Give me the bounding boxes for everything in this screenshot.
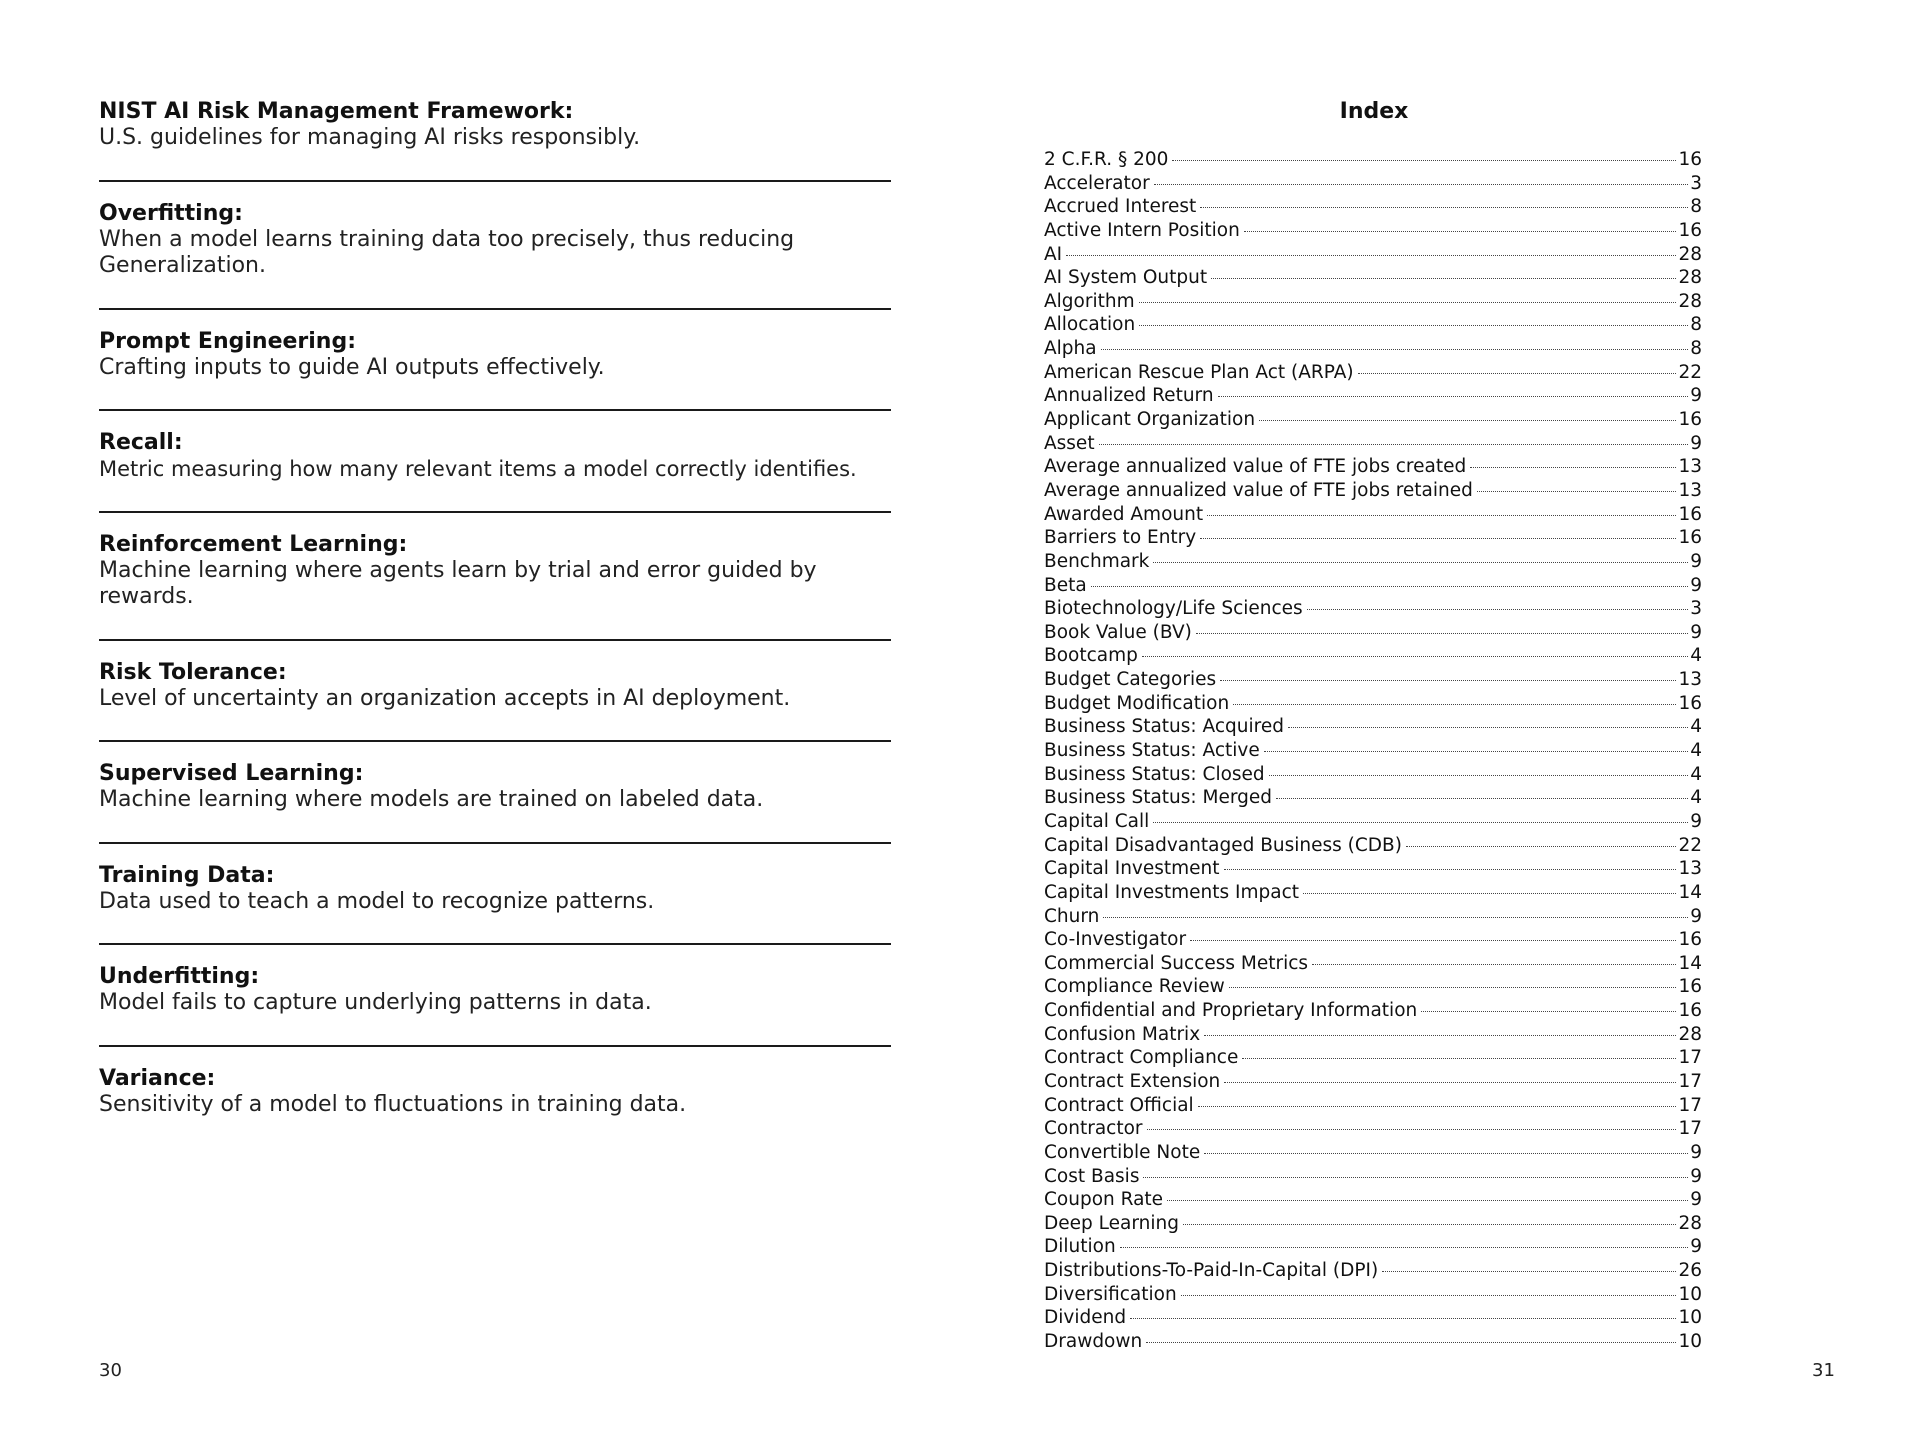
dot-leader [1242,1058,1676,1059]
index-entry-term: Benchmark [1044,550,1150,572]
glossary-term [99,641,891,743]
index-entry-term: Business Status: Merged [1044,787,1273,809]
index-entry-page: 17 [1678,1118,1702,1140]
dot-leader [1139,302,1677,303]
index-entry-term: Budget Categories [1044,669,1217,691]
index-entry-term: 2 C.F.R. § 200 [1044,149,1169,170]
dot-leader [1146,1342,1676,1343]
index-entry [1044,172,1702,196]
dot-leader [1099,444,1689,445]
index-entry-page: 14 [1678,952,1702,974]
index-entry-term: Capital Investment [1044,858,1220,880]
index-entry-term: AI System Output [1044,267,1208,289]
index-entry-page: 9 [1690,432,1702,454]
index-entry-term: Capital Disadvantaged Business (CDB) [1044,834,1402,856]
index-entry [1044,644,1702,668]
index-entry-page: 16 [1678,976,1702,998]
index-entry-page: 3 [1690,598,1702,620]
index-entry-term: Distributions-To-Paid-In-Capital (DPI) [1044,1260,1379,1282]
dot-leader [1358,373,1677,374]
glossary-term [99,844,891,946]
index-entry-page: 16 [1678,219,1702,241]
dot-leader [1103,917,1688,918]
index-entry-term: Commercial Success Metrics [1044,952,1309,974]
index-entry [1044,313,1702,337]
index-entry-term: Business Status: Acquired [1044,716,1284,738]
index-entry-page: 16 [1678,527,1702,549]
glossary-term-definition: Model fails to capture underlying patterns in data. [99,990,652,1015]
index-entry-page: 4 [1690,740,1702,762]
index-entry [1044,195,1702,219]
index-entry [1044,361,1702,385]
index-entry [1044,834,1702,858]
index-entry-term: Awarded Amount [1044,503,1204,525]
dot-leader [1220,680,1676,681]
index-entry-page: 28 [1678,267,1702,289]
dot-leader [1142,656,1688,657]
index-entry-page: 16 [1678,149,1702,170]
dot-leader [1382,1271,1676,1272]
index-entry-term: Business Status: Active [1044,740,1260,762]
index-entry-term: Average annualized value of FTE jobs created [1044,456,1467,478]
index-entry [1044,550,1702,574]
glossary-term [99,945,891,1047]
index-entry [1044,905,1702,929]
dot-leader [1190,940,1676,941]
glossary-term-definition: Metric measuring how many relevant items a model correctly identifies. [99,457,857,481]
dot-leader [1307,609,1689,610]
index-entry-page: 28 [1678,1212,1702,1234]
glossary-term-title: Overfitting: [99,200,243,226]
index-entry-term: Contractor [1044,1118,1143,1140]
index-entry-term: Budget Modification [1044,692,1230,714]
dot-leader [1470,467,1676,468]
dot-leader [1091,586,1689,587]
index-entry-page: 28 [1678,290,1702,312]
index-entry [1044,266,1702,290]
index-entry [1044,1188,1702,1212]
index-entry-term: AI [1044,243,1063,265]
dot-leader [1120,1247,1689,1248]
dot-leader [1288,727,1688,728]
dot-leader [1264,751,1688,752]
index-entry [1044,1306,1702,1330]
glossary-term-title: Underfitting: [99,964,260,989]
glossary-term [99,1047,891,1149]
index-entry [1044,881,1702,905]
index-entry-page: 10 [1678,1283,1702,1305]
page-number-left: 30 [99,1360,122,1381]
glossary-term-definition: Sensitivity of a model to fluctuations in training data. [99,1091,687,1117]
dot-leader [1303,893,1676,894]
index-entry-term: Annualized Return [1044,385,1214,407]
index-entry-term: Diversification [1044,1283,1177,1305]
index-entry-page: 13 [1678,479,1702,501]
dot-leader [1196,633,1688,634]
index-entry [1044,337,1702,361]
index-entry-term: Dividend [1044,1307,1127,1329]
index-entry-term: Active Intern Position [1044,219,1240,241]
glossary-term-title: Variance: [99,1065,216,1091]
index-entry [1044,243,1702,267]
index-entry-term: Alpha [1044,338,1097,360]
dot-leader [1153,822,1688,823]
index-entry [1044,1259,1702,1283]
index-entry-page: 3 [1690,172,1702,194]
index-entry-term: Book Value (BV) [1044,621,1192,643]
glossary-term-title: Risk Tolerance: [99,659,287,685]
index-entry [1044,1023,1702,1047]
index-entry-term: Capital Investments Impact [1044,881,1300,903]
index-entry-page: 4 [1690,716,1702,738]
glossary-term-definition: U.S. guidelines for managing AI risks responsibly. [99,125,641,150]
dot-leader [1211,278,1676,279]
dot-leader [1200,538,1676,539]
glossary-term-definition: Machine learning where models are trained on labeled data. [99,787,764,812]
index-entry-page: 17 [1678,1047,1702,1069]
index-entry-term: Contract Extension [1044,1070,1221,1092]
glossary-term-title: NIST AI Risk Management Framework: [99,99,574,124]
index-entry-page: 22 [1678,834,1702,856]
index-entry-term: Contract Official [1044,1094,1194,1116]
index-entry [1044,857,1702,881]
index-entry-page: 4 [1690,645,1702,667]
index-entry-term: Compliance Review [1044,976,1225,998]
index-entry [1044,408,1702,432]
glossary-term-definition: When a model learns training data too precisely, thus reducing Generalization. [99,226,795,278]
index-entry-term: Coupon Rate [1044,1189,1164,1211]
dot-leader [1421,1011,1676,1012]
index-entry-term: Confusion Matrix [1044,1023,1201,1045]
dot-leader [1181,1295,1677,1296]
index-title: Index [1339,99,1409,124]
index-entry-page: 16 [1678,503,1702,525]
dot-leader [1312,964,1676,965]
index-entry-page: 22 [1678,361,1702,383]
index-entry-page: 26 [1678,1260,1702,1282]
glossary-term-title: Supervised Learning: [99,761,364,786]
index-entry [1044,1070,1702,1094]
index-entry-term: Algorithm [1044,290,1135,312]
index-entry [1044,928,1702,952]
index-entry-term: Confidential and Proprietary Information [1044,1000,1418,1022]
index-entry [1044,219,1702,243]
index-entry-page: 13 [1678,669,1702,691]
index-entry-page: 17 [1678,1094,1702,1116]
index-entry [1044,432,1702,456]
index-entry [1044,455,1702,479]
index-entry-term: Churn [1044,905,1100,927]
index-entry [1044,952,1702,976]
glossary-term-definition: Level of uncertainty an organization accepts in AI deployment. [99,685,791,711]
index-entry [1044,148,1702,172]
glossary-term [99,513,891,641]
index-entry [1044,1165,1702,1189]
index-entry [1044,1235,1702,1259]
index-entry-page: 9 [1690,810,1702,832]
glossary-term [99,182,891,310]
index-entry-page: 9 [1690,550,1702,572]
glossary-term [99,98,891,182]
index-entry-page: 10 [1678,1331,1702,1353]
index-entry-term: Accrued Interest [1044,196,1197,218]
index-entry-term: Applicant Organization [1044,409,1256,431]
dot-leader [1477,491,1677,492]
dot-leader [1167,1200,1688,1201]
index-entry [1044,1330,1702,1354]
index-entry [1044,763,1702,787]
index-entry [1044,290,1702,314]
index-entry-term: Average annualized value of FTE jobs retained [1044,479,1473,501]
glossary-term-title: Recall: [99,430,183,455]
index-entry [1044,999,1702,1023]
index-entry-page: 9 [1690,621,1702,643]
index-entry-page: 14 [1678,881,1702,903]
dot-leader [1233,704,1676,705]
dot-leader [1259,420,1676,421]
dot-leader [1139,325,1688,326]
dot-leader [1204,1035,1676,1036]
index-entry-page: 9 [1690,1236,1702,1258]
glossary-term-title: Training Data: [99,862,275,888]
index-entry-page: 28 [1678,243,1702,265]
index-entry-page: 8 [1690,338,1702,360]
index-entry-term: Deep Learning [1044,1212,1179,1234]
dot-leader [1101,349,1689,350]
index-entry-term: Beta [1044,574,1087,596]
dot-leader [1147,1129,1677,1130]
index-entry [1044,597,1702,621]
dot-leader [1406,846,1677,847]
index-entry [1044,786,1702,810]
index-entry [1044,526,1702,550]
index-entry [1044,1094,1702,1118]
index-entry-term: Accelerator [1044,172,1150,194]
index-entry-term: Business Status: Closed [1044,763,1265,785]
index-entry-page: 9 [1690,574,1702,596]
index-entry-term: Contract Compliance [1044,1047,1239,1069]
dot-leader [1204,1153,1688,1154]
glossary-term-title: Prompt Engineering: [99,328,357,354]
dot-leader [1172,160,1676,161]
index-entry [1044,692,1702,716]
glossary-term-title: Reinforcement Learning: [99,531,408,557]
dot-leader [1143,1177,1688,1178]
dot-leader [1218,396,1689,397]
dot-leader [1224,869,1677,870]
index-entry [1044,1141,1702,1165]
glossary-term [99,411,891,513]
dot-leader [1198,1106,1677,1107]
index-entry-page: 9 [1690,1189,1702,1211]
dot-leader [1229,987,1677,988]
glossary-list [99,98,891,1148]
index-entry-term: Drawdown [1044,1331,1143,1353]
dot-leader [1224,1082,1676,1083]
glossary-term [99,310,891,412]
index-entry-page: 16 [1678,929,1702,951]
index-entry-term: Allocation [1044,314,1136,336]
index-entry [1044,384,1702,408]
index-entry-page: 16 [1678,692,1702,714]
index-entry-term: Convertible Note [1044,1141,1201,1163]
glossary-term-definition: Crafting inputs to guide AI outputs effectively. [99,354,605,380]
index-entry [1044,621,1702,645]
index-entry-page: 9 [1690,1141,1702,1163]
dot-leader [1154,184,1689,185]
index-entry-page: 9 [1690,385,1702,407]
page-number-right: 31 [1812,1360,1835,1381]
index-entry [1044,739,1702,763]
index-entry [1044,479,1702,503]
index-entry-page: 9 [1690,905,1702,927]
index-entry [1044,975,1702,999]
index-entry-term: Asset [1044,432,1095,454]
index-entry-page: 4 [1690,787,1702,809]
glossary-term [99,742,891,844]
index-entry [1044,1117,1702,1141]
index-entry-term: American Rescue Plan Act (ARPA) [1044,361,1354,383]
index-entry [1044,715,1702,739]
dot-leader [1244,231,1677,232]
dot-leader [1200,207,1688,208]
index-entry-page: 4 [1690,763,1702,785]
index-entry-page: 13 [1678,456,1702,478]
index-entry-page: 17 [1678,1070,1702,1092]
index-entry-term: Cost Basis [1044,1165,1140,1187]
index-entry-term: Capital Call [1044,810,1150,832]
dot-leader [1183,1224,1677,1225]
dot-leader [1066,255,1676,256]
dot-leader [1207,515,1676,516]
index-entry-term: Co-Investigator [1044,929,1187,951]
dot-leader [1276,798,1688,799]
index-entry-page: 10 [1678,1307,1702,1329]
index-list [1044,148,1702,1354]
glossary-term-definition: Data used to teach a model to recognize patterns. [99,888,655,914]
glossary-term-definition: Machine learning where agents learn by trial and error guided by rewards. [99,557,817,609]
index-entry [1044,574,1702,598]
index-entry [1044,668,1702,692]
index-entry-term: Bootcamp [1044,645,1138,667]
index-entry [1044,503,1702,527]
index-entry-page: 16 [1678,1000,1702,1022]
index-entry-page: 13 [1678,858,1702,880]
index-entry [1044,1046,1702,1070]
index-entry [1044,1283,1702,1307]
index-entry-page: 8 [1690,196,1702,218]
index-entry-term: Dilution [1044,1236,1116,1258]
index-entry [1044,810,1702,834]
index-entry-page: 8 [1690,314,1702,336]
dot-leader [1153,562,1688,563]
index-entry-page: 28 [1678,1023,1702,1045]
dot-leader [1269,775,1689,776]
index-entry-term: Barriers to Entry [1044,527,1197,549]
dot-leader [1130,1318,1676,1319]
index-entry [1044,1212,1702,1236]
index-entry-page: 9 [1690,1165,1702,1187]
index-entry-page: 16 [1678,409,1702,431]
index-entry-term: Biotechnology/Life Sciences [1044,598,1303,620]
